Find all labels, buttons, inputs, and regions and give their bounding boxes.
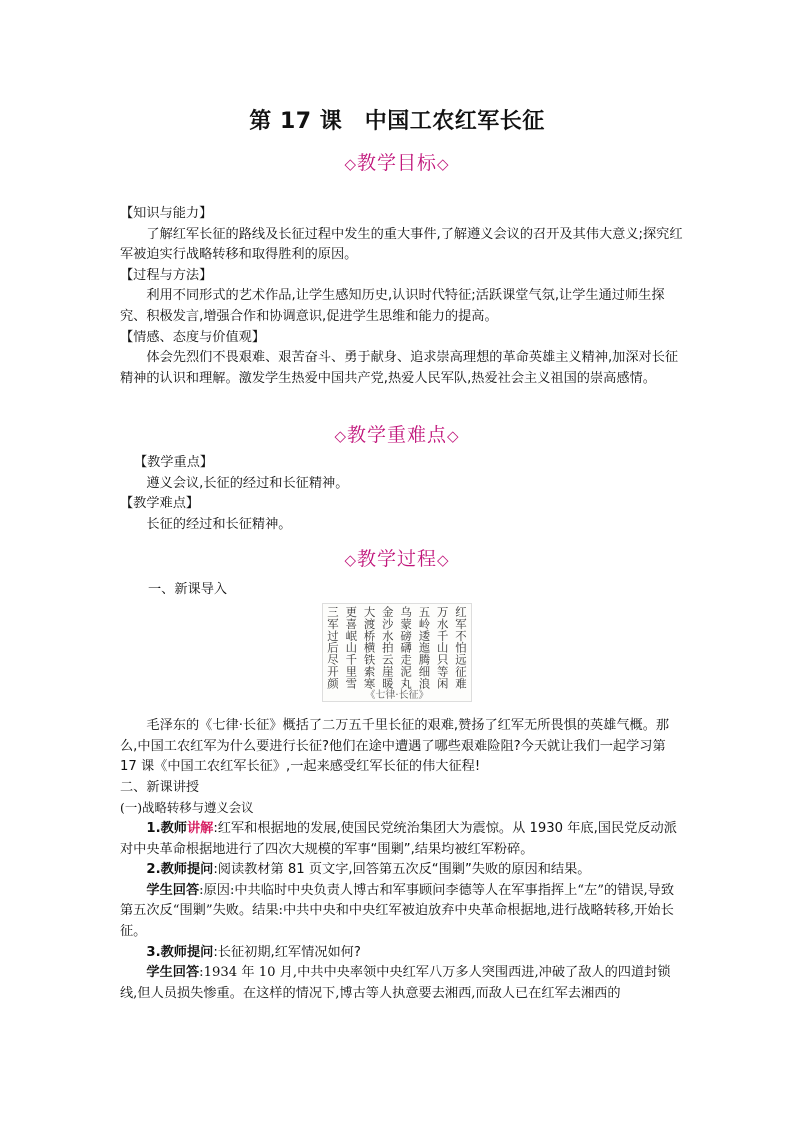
text-knowledge: 了解红军长征的路线及长征过程中发生的重大事件,了解遵义会议的召开及其伟大意义;探究红军被迫实行战略转移和取得胜利的原因。: [120, 226, 683, 263]
diamond-icon: ◇: [334, 427, 347, 445]
action-explain: 讲解: [186, 820, 214, 836]
text-focus: 遵义会议,长征的经过和长征精神。: [146, 475, 349, 491]
role-teacher-question: 教师提问: [160, 944, 214, 960]
role-student-answer: 学生回答: [146, 882, 200, 898]
text-student-answer-1: :原因:中共临时中央负责人博古和军事顾问李德等人在军事指挥上“左”的错误,导致第五次反“围剿”失败。结果:中共中央和中央红军被迫放弃中央革命根据地,进行战略转移,开始长征。: [120, 882, 675, 939]
label-intro: 一、新课导入: [148, 582, 228, 597]
diamond-icon: ◇: [437, 551, 450, 569]
item-student-answer-1: [120, 881, 685, 943]
role-teacher-question: 教师提问: [160, 862, 214, 878]
item-number: 1.: [146, 820, 161, 836]
text-emotion: 体会先烈们不畏艰难、艰苦奋斗、勇于献身、追求崇高理想的革命英雄主义精神,加深对长征精神的认识和理解。激发学生热爱中国共产党,热爱人民军队,热爱社会主义祖国的崇高感情。: [120, 350, 679, 386]
item-teacher-question-1: [120, 860, 685, 881]
label-knowledge: 【知识与能力】: [120, 206, 213, 221]
lesson-title: 第 17 课 中国工农红军长征: [249, 109, 545, 134]
role-student-answer: 学生回答: [146, 965, 200, 981]
poem-line: 乌蒙磅礴走泥丸: [399, 606, 414, 690]
text-student-answer-2: :1934 年 10 月,中共中央率领中央红军八万多人突围西进,冲破了敌人的四道封锁线,但人员损失惨重。在这样的情况下,博古等人执意要去湘西,而敌人已在红军去湘西的: [120, 965, 671, 1001]
section-title-goals: 教学目标: [356, 152, 437, 174]
role-teacher: 教师: [160, 820, 187, 836]
label-process-method: 【过程与方法】: [120, 267, 213, 283]
poem-line: 大渡桥横铁索寒: [362, 606, 377, 690]
item-number: 2.: [146, 862, 161, 878]
section-heading-goals: [0, 148, 794, 175]
section-heading-process: [0, 544, 794, 571]
poem-line: 红军不怕远征难: [453, 606, 468, 690]
text-teacher-question-2: :长征初期,红军情况如何?: [213, 944, 361, 960]
poem-image: [322, 603, 472, 702]
keypoints-block: [120, 453, 685, 535]
diamond-icon: ◇: [437, 155, 450, 173]
label-new-lesson: 二、新课讲授: [120, 779, 200, 795]
label-focus: 【教学重点】: [134, 455, 214, 470]
item-number: 3.: [146, 944, 161, 960]
poem-caption: 《七律·长征》: [365, 690, 429, 701]
item-teacher-question-2: [120, 943, 685, 964]
text-hard: 长征的经过和长征精神。: [146, 516, 292, 532]
item-teacher-explain: [120, 819, 685, 860]
section-title-keypoints: 教学重难点: [346, 424, 447, 446]
text-intro: 毛泽东的《七律·长征》概括了二万五千里长征的艰难,赞扬了红军无所畏惧的英雄气概。那么,中国工农红军为什么要进行长征?他们在途中遭遇了哪些艰难险阻?今天就让我们一起学习第 17 课《中国工农红军长征》,一起来感受红军长征的伟大征程!: [120, 718, 670, 775]
section-heading-keypoints: [0, 420, 794, 447]
label-emotion: 【情感、态度与价值观】: [120, 329, 266, 345]
diamond-icon: ◇: [447, 427, 460, 445]
poem-line: 万水千山只等闲: [435, 606, 450, 690]
poem-line: 三军过后尽开颜: [326, 606, 340, 690]
label-hard: 【教学难点】: [120, 496, 200, 512]
text-process-method: 利用不同形式的艺术作品,让学生感知历史,认识时代特征;活跃课堂气氛,让学生通过师生探究、积极发言,增强合作和协调意识,促进学生思维和能力的提高。: [120, 288, 665, 324]
text-teacher-question-1: :阅读教材第 81 页文字,回答第五次反“围剿”失败的原因和结果。: [213, 862, 591, 878]
poem-line: 五岭逶迤腾细浪: [417, 606, 432, 690]
process-block: [120, 716, 685, 1004]
intro-label-block: [120, 580, 685, 601]
poem-line: 更喜岷山千里雪: [344, 606, 359, 690]
goals-block: [120, 204, 685, 389]
poem-columns: [327, 606, 467, 690]
diamond-icon: ◇: [344, 551, 357, 569]
item-student-answer-2: [120, 963, 685, 1004]
text-teacher-explain: :红军和根据地的发展,使国民党统治集团大为震惊。从 1930 年底,国民党反动派对中央革命根据地进行了四次大规模的军事“围剿”,结果均被红军粉碎。: [120, 820, 677, 857]
poem-line: 金沙水拍云崖暖: [380, 606, 395, 690]
diamond-icon: ◇: [344, 155, 357, 173]
section-title-process: 教学过程: [356, 548, 437, 570]
subheading-strategic-shift: (一)战略转移与遵义会议: [120, 800, 254, 816]
